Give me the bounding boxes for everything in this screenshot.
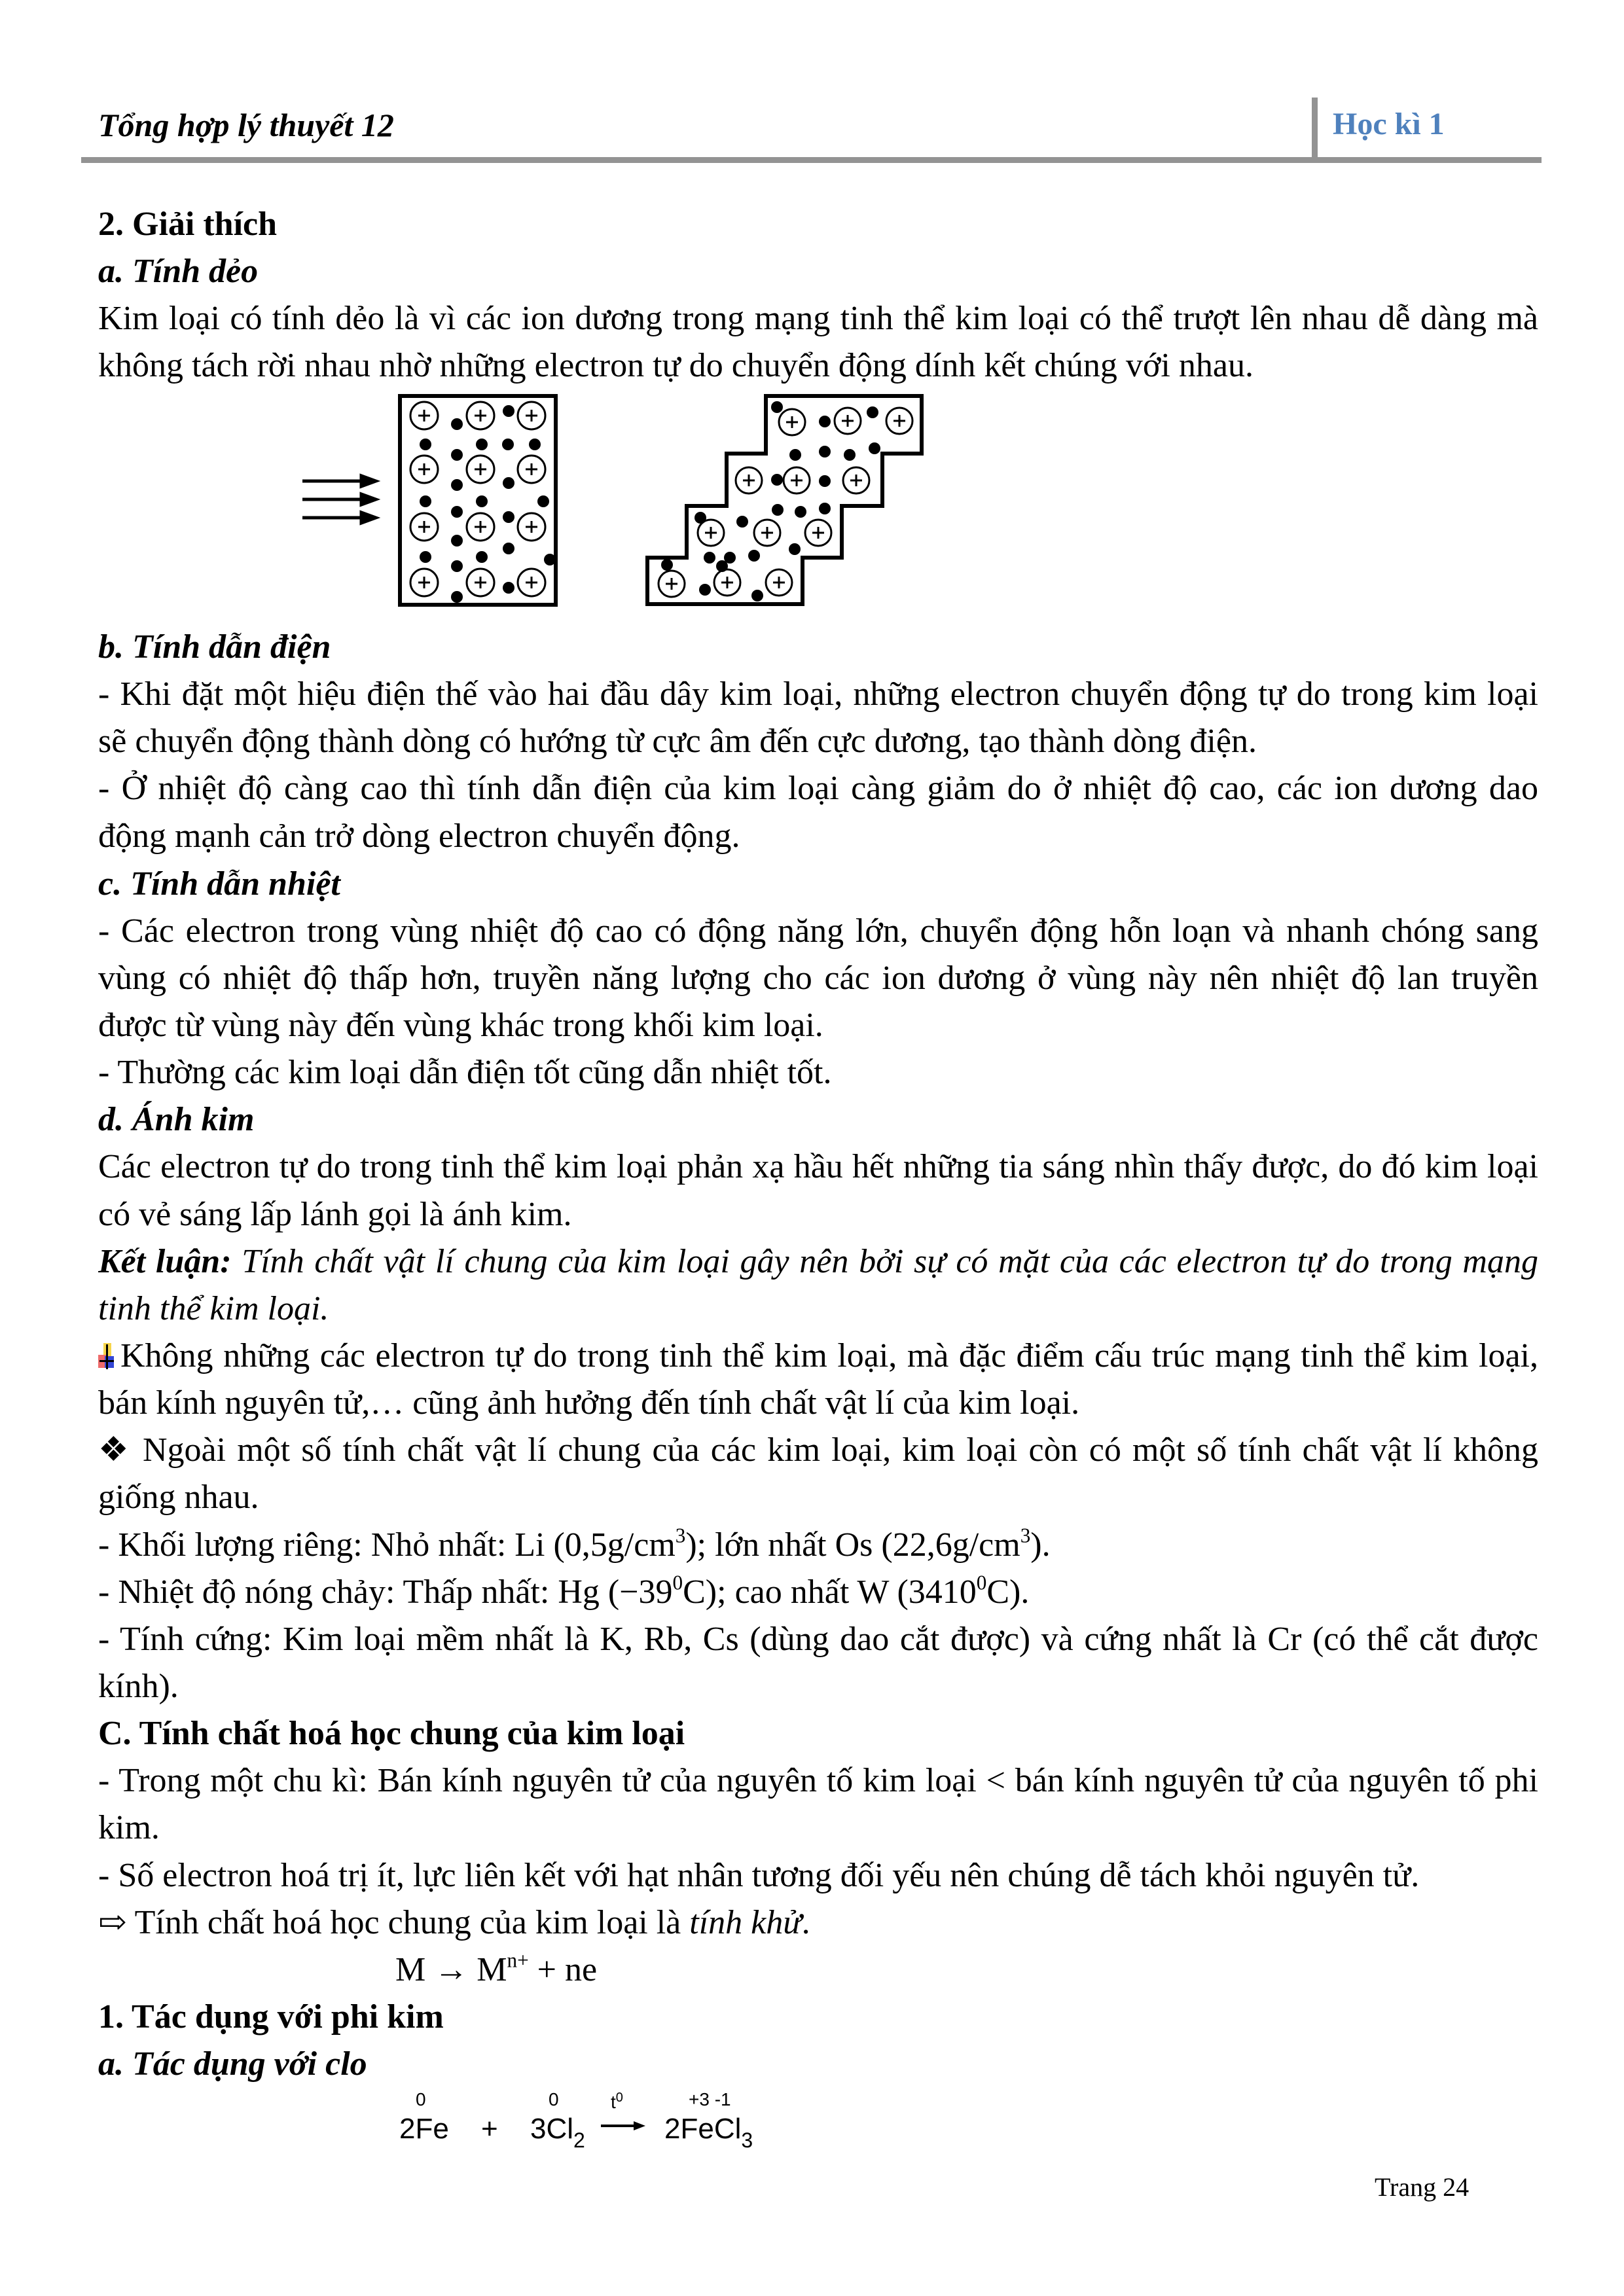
subsection-heading-luster: d. Ánh kim (98, 1101, 255, 1138)
oxidation-equation (395, 1946, 597, 1994)
melting-text: C); cao nhất W (3410 (683, 1573, 977, 1611)
conclusion-line (98, 1899, 1538, 1946)
product-fecl3: 2FeCl$_3$ (664, 2113, 753, 2152)
density-text: - Khối lượng riêng: Nhỏ nhất: Li (0,5g/cm (98, 1526, 676, 1564)
document-title: Tổng hợp lý thuyết 12 (98, 107, 394, 143)
page-number: Trang 24 (1375, 2172, 1470, 2202)
conclusion-line: tinh thể kim loại. (98, 1290, 329, 1327)
ion-icons-right (659, 408, 912, 597)
subsection-heading-nonmetal: 1. Tác dụng với phi kim (98, 1998, 444, 2036)
conclusion-text: . (801, 1904, 810, 1941)
paragraph-line: được từ vùng này đến vùng khác trong khối kim loại. (98, 1007, 823, 1044)
density-text: ). (1030, 1526, 1051, 1564)
superscript: 0 (672, 1571, 683, 1594)
paragraph-line: - Trong một chu kì: Bán kính nguyên tử của nguyên tố kim loại < bán kính nguyên tử của nguyên tố phi (98, 1762, 1538, 1799)
oxidation-state: +3 -1 (689, 2089, 731, 2109)
conclusion-label: Kết luận: (98, 1243, 232, 1280)
oxidation-state: 0 (549, 2089, 559, 2109)
hardness-line: - Tính cứng: Kim loại mềm nhất là K, Rb, Cs (dùng dao cắt được) và cứng nhất là Cr (có thể cắt được (98, 1621, 1538, 1658)
note-line: bán kính nguyên tử,… cũng ảnh hưởng đến tính chất vật lí của kim loại. (98, 1384, 1080, 1422)
density-text: ); lớn nhất Os (22,6g/cm (685, 1526, 1020, 1564)
subsection-heading-thermal: c. Tính dẫn nhiệt (98, 865, 340, 903)
equation-lhs: M → M (395, 1951, 507, 1988)
paragraph-line: động mạnh cản trở dòng electron chuyển động. (98, 817, 740, 855)
subsection-heading-plasticity: a. Tính dẻo (98, 253, 259, 290)
reaction-condition: $t^0$ (611, 2090, 623, 2112)
paragraph-line: kim. (98, 1809, 160, 1846)
subsection-heading-electrical: b. Tính dẫn điện (98, 628, 331, 666)
reaction-arrow-icon (601, 2119, 647, 2132)
density-line (98, 1522, 1538, 1569)
melting-point-line (98, 1569, 1538, 1616)
emphasis-text: tính khử (689, 1904, 802, 1941)
other-properties-line: giống nhau. (98, 1479, 259, 1516)
equation-rhs: + ne (528, 1951, 598, 1988)
diamond-bullet-icon: ❖ (98, 1431, 132, 1469)
other-properties-line (98, 1427, 1538, 1474)
other-properties-text: Ngoài một số tính chất vật lí chung của các kim loại, kim loại còn có một số tính chất vật lí không (142, 1431, 1538, 1469)
paragraph-line: - Khi đặt một hiệu điện thế vào hai đầu dây kim loại, những electron chuyển động tự do trong kim loại (98, 675, 1538, 713)
superscript: 3 (1020, 1524, 1031, 1547)
superscript: 3 (675, 1524, 686, 1547)
arrow-right-icon: ⇨ (98, 1904, 127, 1941)
electron-dots-left (420, 405, 556, 603)
oxidation-state: 0 (416, 2089, 426, 2109)
force-arrows-icon (302, 476, 376, 523)
conclusion-text: Tính chất vật lí chung của kim loại gây nên bởi sự có mặt của các electron tự do trong mạng (231, 1243, 1538, 1280)
paragraph-line: sẽ chuyển động thành dòng có hướng từ cực âm đến cực dương, tạo thành dòng điện. (98, 723, 1257, 760)
paragraph-line: - Số electron hoá trị ít, lực liên kết với hạt nhân tương đối yếu nên chúng dễ tách khỏi nguyên tử. (98, 1857, 1420, 1894)
term-label: Học kì 1 (1333, 107, 1445, 141)
paragraph-line: Kim loại có tính dẻo là vì các ion dương trong mạng tinh thể kim loại có thể trượt lên nhau dễ dàng mà (98, 300, 1538, 337)
reactant-cl2: $3Cl_2$ (530, 2113, 585, 2152)
section-heading: 2. Giải thích (98, 206, 278, 243)
paragraph-line: vùng có nhiệt độ thấp hơn, truyền năng lượng cho các ion dương ở vùng này nên nhiệt độ lan truyền (98, 960, 1538, 997)
superscript: n+ (507, 1948, 529, 1972)
plus-sign: + (481, 2113, 498, 2145)
paragraph-line: không tách rời nhau nhờ những electron tự do chuyển động dính kết chúng với nhau. (98, 347, 1254, 384)
subsection-heading-chlorine: a. Tác dụng với clo (98, 2045, 367, 2083)
conclusion-text: Tính chất hoá học chung của kim loại là (126, 1904, 690, 1941)
section-heading-chemical: C. Tính chất hoá học chung của kim loại (98, 1715, 685, 1752)
conclusion-line (98, 1238, 1538, 1285)
hardness-line: kính). (98, 1668, 179, 1705)
paragraph-line: - Ở nhiệt độ càng cao thì tính dẫn điện của kim loại càng giảm do ở nhiệt độ cao, các ion dương dao (98, 770, 1538, 807)
superscript: 0 (976, 1571, 987, 1594)
paragraph-line: Các electron tự do trong tinh thể kim loại phản xạ hầu hết những tia sáng nhìn thấy được, do đó kim loại (98, 1148, 1538, 1185)
lattice-block-after (647, 396, 922, 604)
melting-text: C). (986, 1573, 1030, 1611)
paragraph-line: - Các electron trong vùng nhiệt độ cao có động năng lớn, chuyển động hỗn loạn và nhanh chóng sang (98, 912, 1538, 950)
note-text: Không những các electron tự do trong tinh thể kim loại, mà đặc điểm cấu trúc mạng tinh thể kim loại, (120, 1337, 1538, 1374)
crystal-slip-diagram (0, 0, 1624, 628)
paragraph-line: có vẻ sáng lấp lánh gọi là ánh kim. (98, 1196, 572, 1233)
paragraph-line: - Thường các kim loại dẫn điện tốt cũng dẫn nhiệt tốt. (98, 1054, 832, 1091)
colored-plus-bullet-icon (98, 1343, 115, 1369)
reactant-fe: 2Fe (399, 2113, 449, 2145)
note-line (98, 1333, 1538, 1380)
melting-text: - Nhiệt độ nóng chảy: Thấp nhất: Hg (−39 (98, 1573, 673, 1611)
